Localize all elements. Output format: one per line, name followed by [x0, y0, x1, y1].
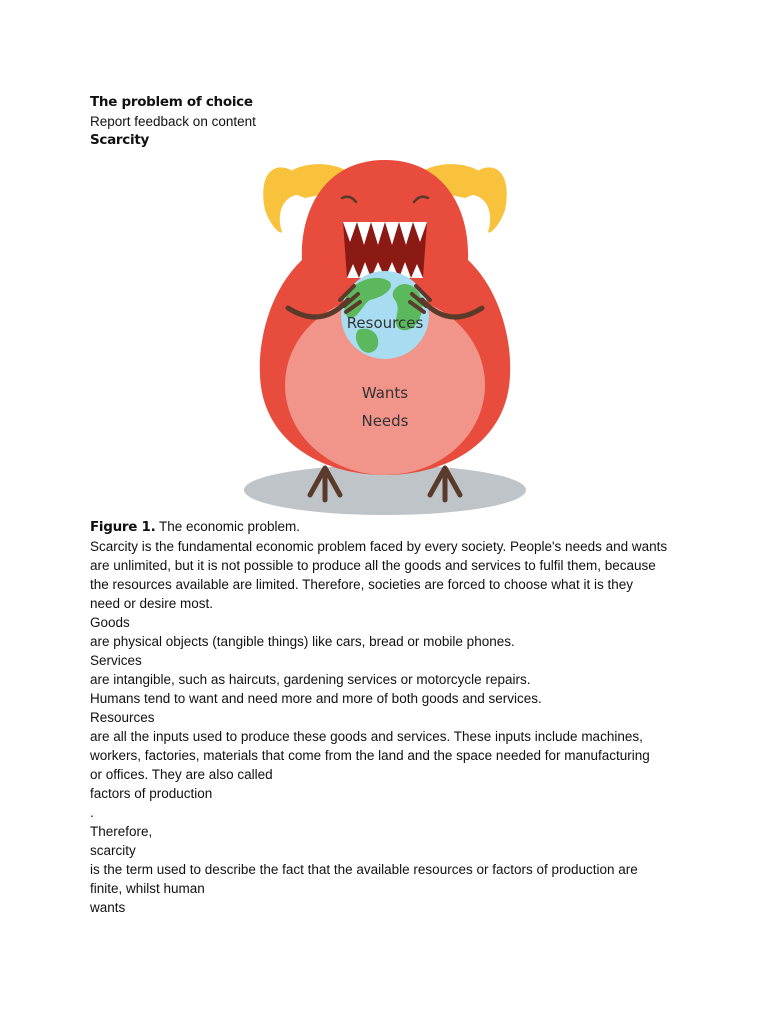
definition-goods: are physical objects (tangible things) like cars, bread or mobile phones.	[90, 634, 515, 649]
figure-number: Figure 1.	[90, 519, 156, 535]
scarcity-monster-illustration	[230, 150, 540, 520]
definition-scarcity: finite, whilst human	[90, 881, 205, 896]
economic-problem-figure	[230, 150, 540, 520]
label-needs: Needs	[361, 412, 409, 430]
section-heading: Scarcity	[90, 132, 149, 148]
paragraph-line: Humans tend to want and need more and more of both goods and services.	[90, 691, 542, 706]
definition-resources: or offices. They are also called	[90, 767, 273, 782]
paragraph-line: Scarcity is the fundamental economic problem faced by every society. People's needs and wants	[90, 539, 668, 554]
period: .	[90, 805, 94, 820]
report-feedback-link[interactable]: Report feedback on content	[90, 114, 256, 129]
term-resources: Resources	[90, 710, 155, 725]
figure-caption	[90, 517, 300, 537]
paragraph-line: the resources available are limited. Therefore, societies are forced to choose what it is they	[90, 577, 634, 592]
term-wants: wants	[90, 900, 126, 915]
term-services: Services	[90, 653, 142, 668]
definition-scarcity: is the term used to describe the fact that the available resources or factors of production are	[90, 862, 638, 877]
label-resources: Resources	[346, 314, 424, 332]
term-scarcity: scarcity	[90, 843, 136, 858]
definition-resources: are all the inputs used to produce these goods and services. These inputs include machines,	[90, 729, 643, 744]
term-goods: Goods	[90, 615, 130, 630]
monster-mouth	[343, 222, 427, 278]
label-wants: Wants	[361, 384, 409, 402]
paragraph-line: Therefore,	[90, 824, 153, 839]
definition-services: are intangible, such as haircuts, gardening services or motorcycle repairs.	[90, 672, 531, 687]
figure-caption-text: The economic problem.	[155, 519, 301, 534]
term-factors-of-production: factors of production	[90, 786, 213, 801]
paragraph-line: need or desire most.	[90, 596, 214, 611]
definition-resources: workers, factories, materials that come from the land and the space needed for manufacturing	[90, 748, 650, 763]
page-title: The problem of choice	[90, 94, 253, 110]
paragraph-line: are unlimited, but it is not possible to produce all the goods and services to fulfil them, because	[90, 558, 656, 573]
